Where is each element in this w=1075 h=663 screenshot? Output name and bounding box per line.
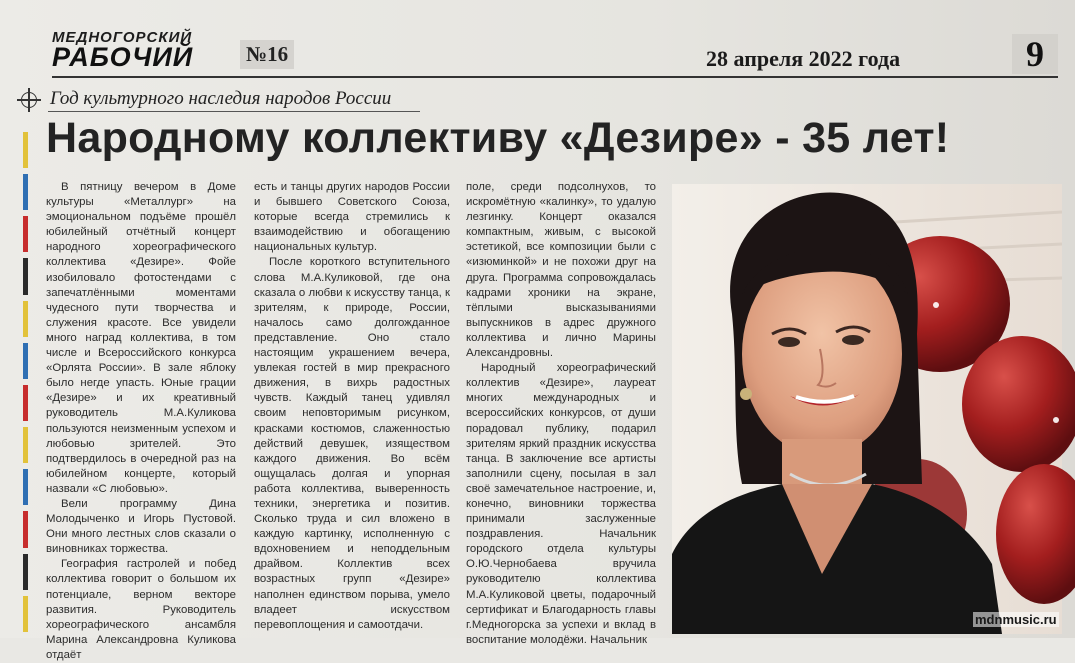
watermark: mdnmusic.ru (975, 612, 1057, 627)
paragraph: Народный хореографический коллектив «Дезире», лауреат многих международных и всероссийских конкурсов, от души порадовал публику, подарил зрителям яркий праздник искусства танца. В заключение все артисты заполнили сцену, посылая в зал своё замечательное настроение, и, конечно, виновники торжества принимали заслуженные поздравления. Начальник городского отдела культуры О.Ю.Чернобаева вручила руководителю коллектива М.А.Куликовой цветы, подарочный сертификат и Благодарность главы г.Медногорска за успехи и вклад в воспитание молодёжи. Начальник (466, 362, 656, 646)
sidebar-segment (23, 216, 28, 252)
paragraph: После короткого вступительного слова М.А.Куликовой, где она сказала о любви к искусству танца, к зрителям, к природе, России, началось само долгожданное представление. Оно стало настоящим украшением вечера, увлекая гостей в мир прекрасного движения, в вихрь радостных чувств. Каждый танец удивлял своим неповторимым рисунком, красками костюмов, слаженностью действий девушек, изяществом каждого движения. Во всём ощущалась долгая и упорная работа коллектива, выверенность техники, энергетика и позитив. Сколько труда и сил вложено в каждую картинку, исполненную с вдохновением и неподдельным драйвом. Коллектив всех возрастных групп «Дезире» наполнен единством порыва, умело владеет искусством перевоплощения и самоотдачи. (254, 256, 450, 631)
section-rubric: Год культурного наследия народов России (50, 88, 392, 109)
portrait-photo (672, 184, 1062, 634)
sidebar-segment (23, 174, 28, 210)
paragraph: поле, среди подсолнухов, то искромётную «калинку», то удалую лезгинку. Концерт оказался компактным, живым, с высокой эстетикой, все композиции были с «изюминкой» и не похожи друг на друга. Программа сопровождалась кадрами хроники на экране, тёплыми высказываниями выпускников в адрес дружного коллектива и лично Марины Александровны. (466, 181, 656, 360)
sidebar-segment (23, 427, 28, 463)
paragraph: География гастролей и побед коллектива говорит о большом их потенциале, верном векторе развития. Руководитель хореографического ансамбля Марина Александровна Куликова отдаёт (46, 558, 236, 661)
masthead-title: РАБОЧИЙ (52, 42, 194, 72)
color-sidebar (17, 132, 31, 638)
issue-number: №16 (240, 40, 294, 69)
crosshair-icon (21, 92, 37, 108)
paragraph: Вели программу Дина Молодыченко и Игорь Пустовой. Они много лестных слов сказали о виновниках торжества. (46, 497, 236, 556)
issue-date: 28 апреля 2022 года (706, 46, 901, 71)
sidebar-segment (23, 385, 28, 421)
article-photo (672, 184, 1062, 634)
masthead-top-line: МЕДНОГОРСКИЙ (52, 29, 193, 46)
sidebar-segment (23, 343, 28, 379)
sidebar-segment (23, 469, 28, 505)
sidebar-segment (23, 511, 28, 547)
sidebar-segment (23, 596, 28, 632)
article-column-3 (466, 180, 656, 646)
article-column-2 (254, 180, 450, 638)
article-headline: Народному коллективу «Дезире» - 35 лет! (46, 114, 950, 162)
sidebar-segment (23, 301, 28, 337)
rubric-underline (48, 111, 420, 112)
paragraph: есть и танцы других народов России и бывшего Советского Союза, которые всегда стремились к взаимодействию и обогащению национальных культур. (254, 181, 450, 254)
sidebar-segment (23, 132, 28, 168)
sidebar-segment (23, 554, 28, 590)
newspaper-masthead (52, 30, 193, 70)
sidebar-segment (23, 258, 28, 294)
article-column-1 (46, 180, 236, 661)
header-rule (52, 76, 1058, 78)
page-number: 9 (1012, 34, 1058, 74)
paragraph: В пятницу вечером в Доме культуры «Металлург» на эмоциональном подъёме прошёл юбилейный отчётный концерт народного хореографического коллектива «Дезире». Фойе изобиловало фотостендами с запечатлёнными моментами чудесного пути творчества и служения красоте. Все увидели много наград коллектива, в том числе и Всероссийского конкурса «Орлята России». В зале яблоку было негде упасть. Юные грации «Дезире» и их креативный руководитель М.А.Куликова пользуются неизменным успехом и любовью зрителей. Это подтвердилось в очередной раз на юбилейном концерте, который назвали «С любовью». (46, 181, 236, 495)
